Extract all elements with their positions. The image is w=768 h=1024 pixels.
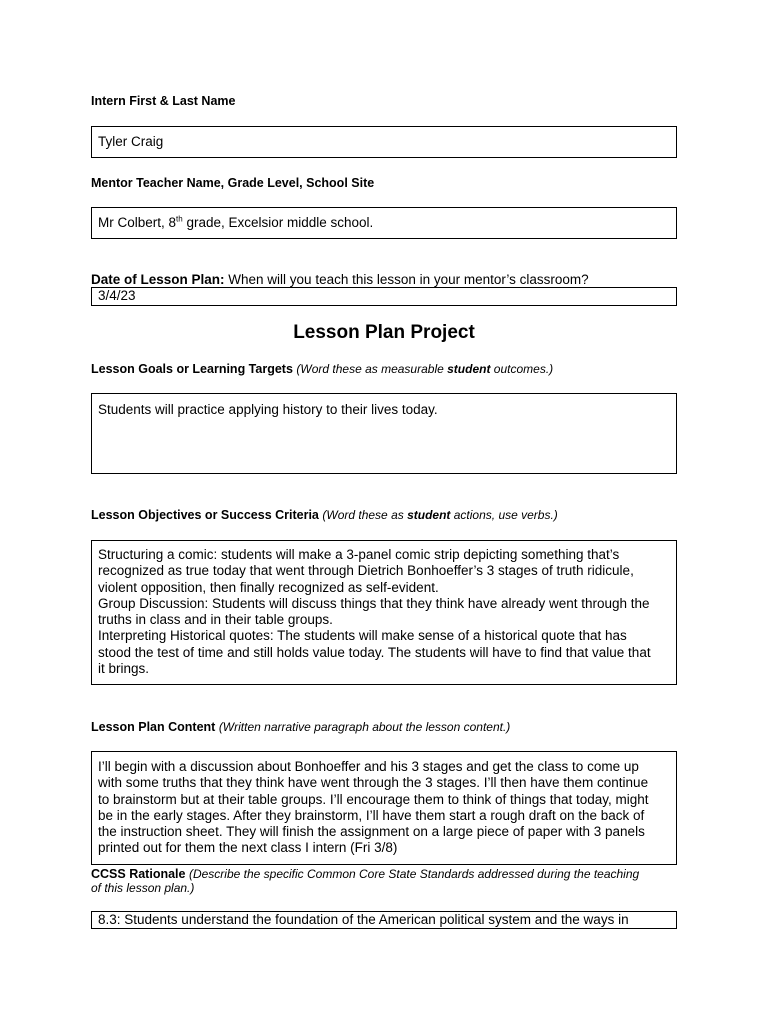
ccss-field[interactable] [91, 911, 677, 929]
date-field[interactable] [91, 287, 677, 306]
ccss-label: CCSS Rationale (Describe the specific Common Core State Standards addressed during the teaching of this lesson plan.) [91, 867, 640, 895]
content-value: I’ll begin with a discussion about Bonhoeffer and his 3 stages and get the class to come up with some truths that they think have went through the 3 stages. I’ll then have them continue to brainstorm but at their table groups. I’ll encourage them to think of things that today, might be in the early stages. After they brainstorm, I’ll have them start a rough draft on the back of the instruction sheet. They will finish the assignment on a large piece of paper with 3 panels printed out for them the next class I intern (Fri 3/8) [98, 759, 649, 856]
goals-label: Lesson Goals or Learning Targets (Word these as measurable student outcomes.) [91, 362, 554, 376]
objectives-label: Lesson Objectives or Success Criteria (Word these as student actions, use verbs.) [91, 508, 558, 522]
objectives-value: Structuring a comic: students will make a 3-panel comic strip depicting something that’s recognized as true today that went through Dietrich Bonhoeffer’s 3 stages of truth ridicule, violent opposition, then finally recognized as self-evident. Group Discussion: Students will discuss things that they think have already went through the truths in class and in their table groups. Interpreting Historical quotes: The students will make sense of a historical quote that has stood the test of time and still holds value today. The students will have to find that value that it brings. [98, 547, 651, 677]
goals-field[interactable] [91, 393, 677, 474]
intern-name-field[interactable] [91, 126, 677, 158]
content-label: Lesson Plan Content (Written narrative paragraph about the lesson content.) [91, 720, 511, 734]
mentor-label: Mentor Teacher Name, Grade Level, School Site [91, 176, 375, 190]
date-label: Date of Lesson Plan: When will you teach this lesson in your mentor’s classroom? [91, 272, 589, 287]
date-value: 3/4/23 [98, 288, 136, 303]
goals-value: Students will practice applying history to their lives today. [98, 402, 438, 417]
ccss-value: 8.3: Students understand the foundation of the American political system and the ways in [98, 912, 629, 927]
intern-name-value: Tyler Craig [98, 134, 164, 149]
mentor-field[interactable] [91, 207, 677, 239]
mentor-value: Mr Colbert, 8th grade, Excelsior middle school. [98, 214, 374, 230]
content-field[interactable] [91, 751, 677, 865]
objectives-field[interactable] [91, 540, 677, 685]
page-title: Lesson Plan Project [293, 322, 475, 343]
intern-name-label: Intern First & Last Name [91, 94, 236, 108]
